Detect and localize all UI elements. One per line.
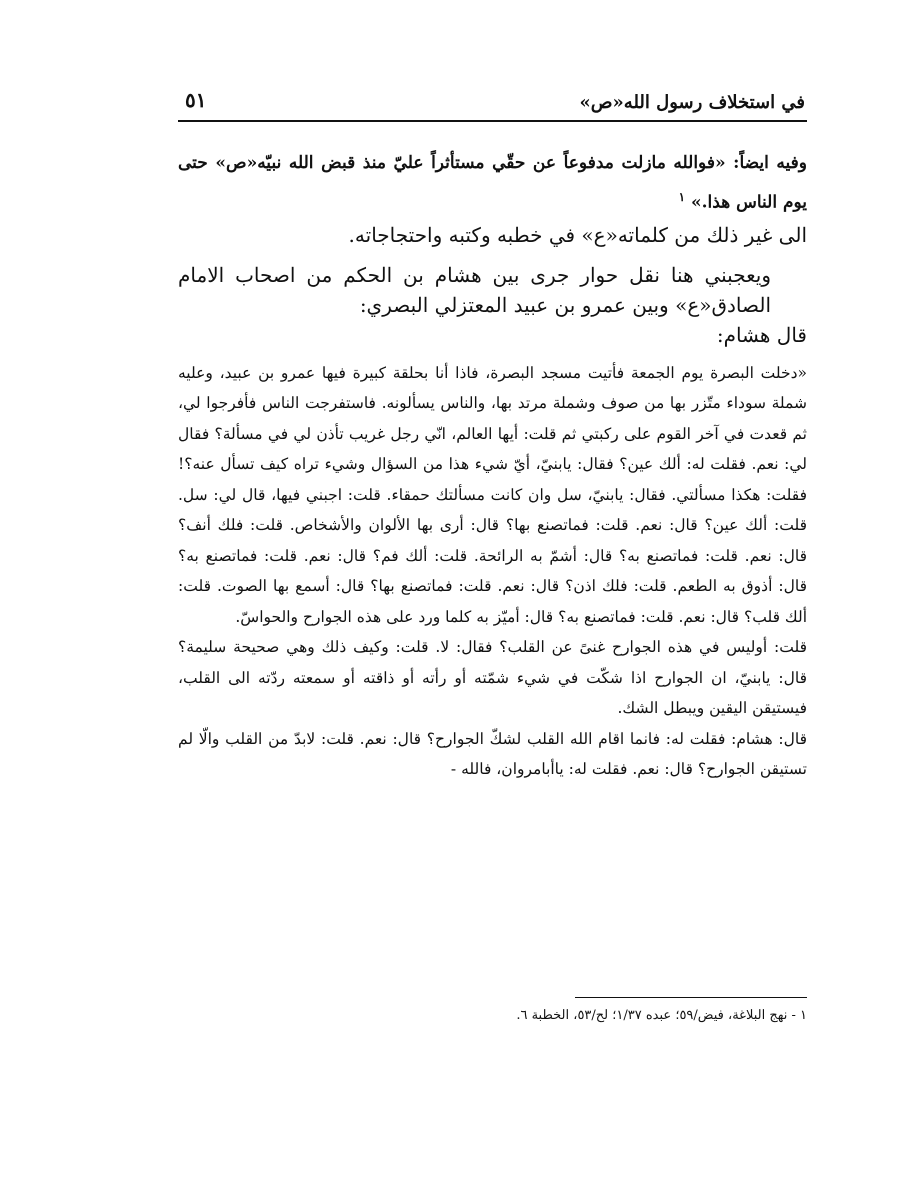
dialogue-paragraph: «دخلت البصرة يوم الجمعة فأتيت مسجد البصرة، فاذا أنا بحلقة كبيرة فيها عمرو بن عبيد، وعليه شملة سوداء متّزر بها من صوف وشملة مرتد بها، والناس يسألونه. فاستفرجت الناس فأفرجوا لي، ثم قعدت في آخر القوم على ركبتي ثم قلت: أيها العالم، انّي رجل غريب تأذن لي في مسألة؟ فقال لي: نعم. فقلت له: ألك عين؟ فقال: يابنيّ، أيّ شيء هذا من السؤال وشيء تراه كيف تسأل عنه؟! فقلت: هكذا مسألتي. فقال: يابنيّ، سل وان كانت مسألتك حمقاء. قلت: اجبني فيها، قال لي: سل. قلت: ألك عين؟ قال: نعم. قلت: فماتصنع بها؟ قال: أرى بها الألوان والأشخاص. قلت: فلك أنف؟ قال: نعم. قلت: فماتصنع به؟ قال: أشمّ به الرائحة. قلت: ألك فم؟ قال: نعم. قلت: فماتصنع به؟ قال: أذوق به الطعم. قلت: فلك اذن؟ قال: نعم. قلت: فماتصنع بها؟ قال: أسمع بها الصوت. قلت: ألك قلب؟ قال: نعم. قلت: فماتصنع به؟ قال: أميّز به كلما ورد على هذه الجوارح والحواسّ. [178, 363, 807, 626]
footnote-reference: ١ [678, 190, 686, 204]
header-divider [178, 120, 807, 122]
page-body [178, 146, 807, 785]
quote-text: وفيه ايضاً: «فوالله مازلت مدفوعاً عن حقّي مستأثراً عليّ منذ قبض الله نبيّه«ص» حتى يوم الناس هذا.» [178, 153, 807, 213]
quote-paragraph [178, 146, 807, 220]
footnote-divider [575, 997, 807, 998]
footnote: ١ - نهج البلاغة، فيض/٥٩؛ عبده ١/٣٧؛ لح/٥٣، الخطبة ٦. [516, 1008, 807, 1023]
paragraph-dialogue-intro: ويعجبني هنا نقل حوار جرى بين هشام بن الحكم من اصحاب الامام الصادق«ع» وبين عمرو بن عبيد المعتزلي البصري: [178, 262, 771, 317]
page-number: ٥١ [185, 88, 207, 112]
dialogue-paragraph: قال: هشام: فقلت له: فانما اقام الله القلب لشكّ الجوارح؟ قال: نعم. قلت: لابدّ من القلب والّا لم تستيقن الجوارح؟ قال: نعم. فقلت له: ياأبامروان، فالله - [178, 729, 807, 779]
dialogue-paragraph: قلت: أوليس في هذه الجوارح غنىً عن القلب؟ فقال: لا. قلت: وكيف ذلك وهي صحيحة سليمة؟ قال: يابنيّ، ان الجوارح اذا شكّت في شيء شمّته أو رأته أو ذاقته أو سمعته ردّته الى القلب، فيستيقن اليقين ويبطل الشك. [178, 638, 807, 718]
dialogue-block [178, 358, 807, 785]
running-title: في استخلاف رسول الله«ص» [579, 92, 805, 113]
paragraph-hisham-said: قال هشام: [716, 322, 807, 347]
paragraph-other-sayings: الى غير ذلك من كلماته«ع» في خطبه وكتبه واحتجاجاته. [348, 222, 807, 247]
